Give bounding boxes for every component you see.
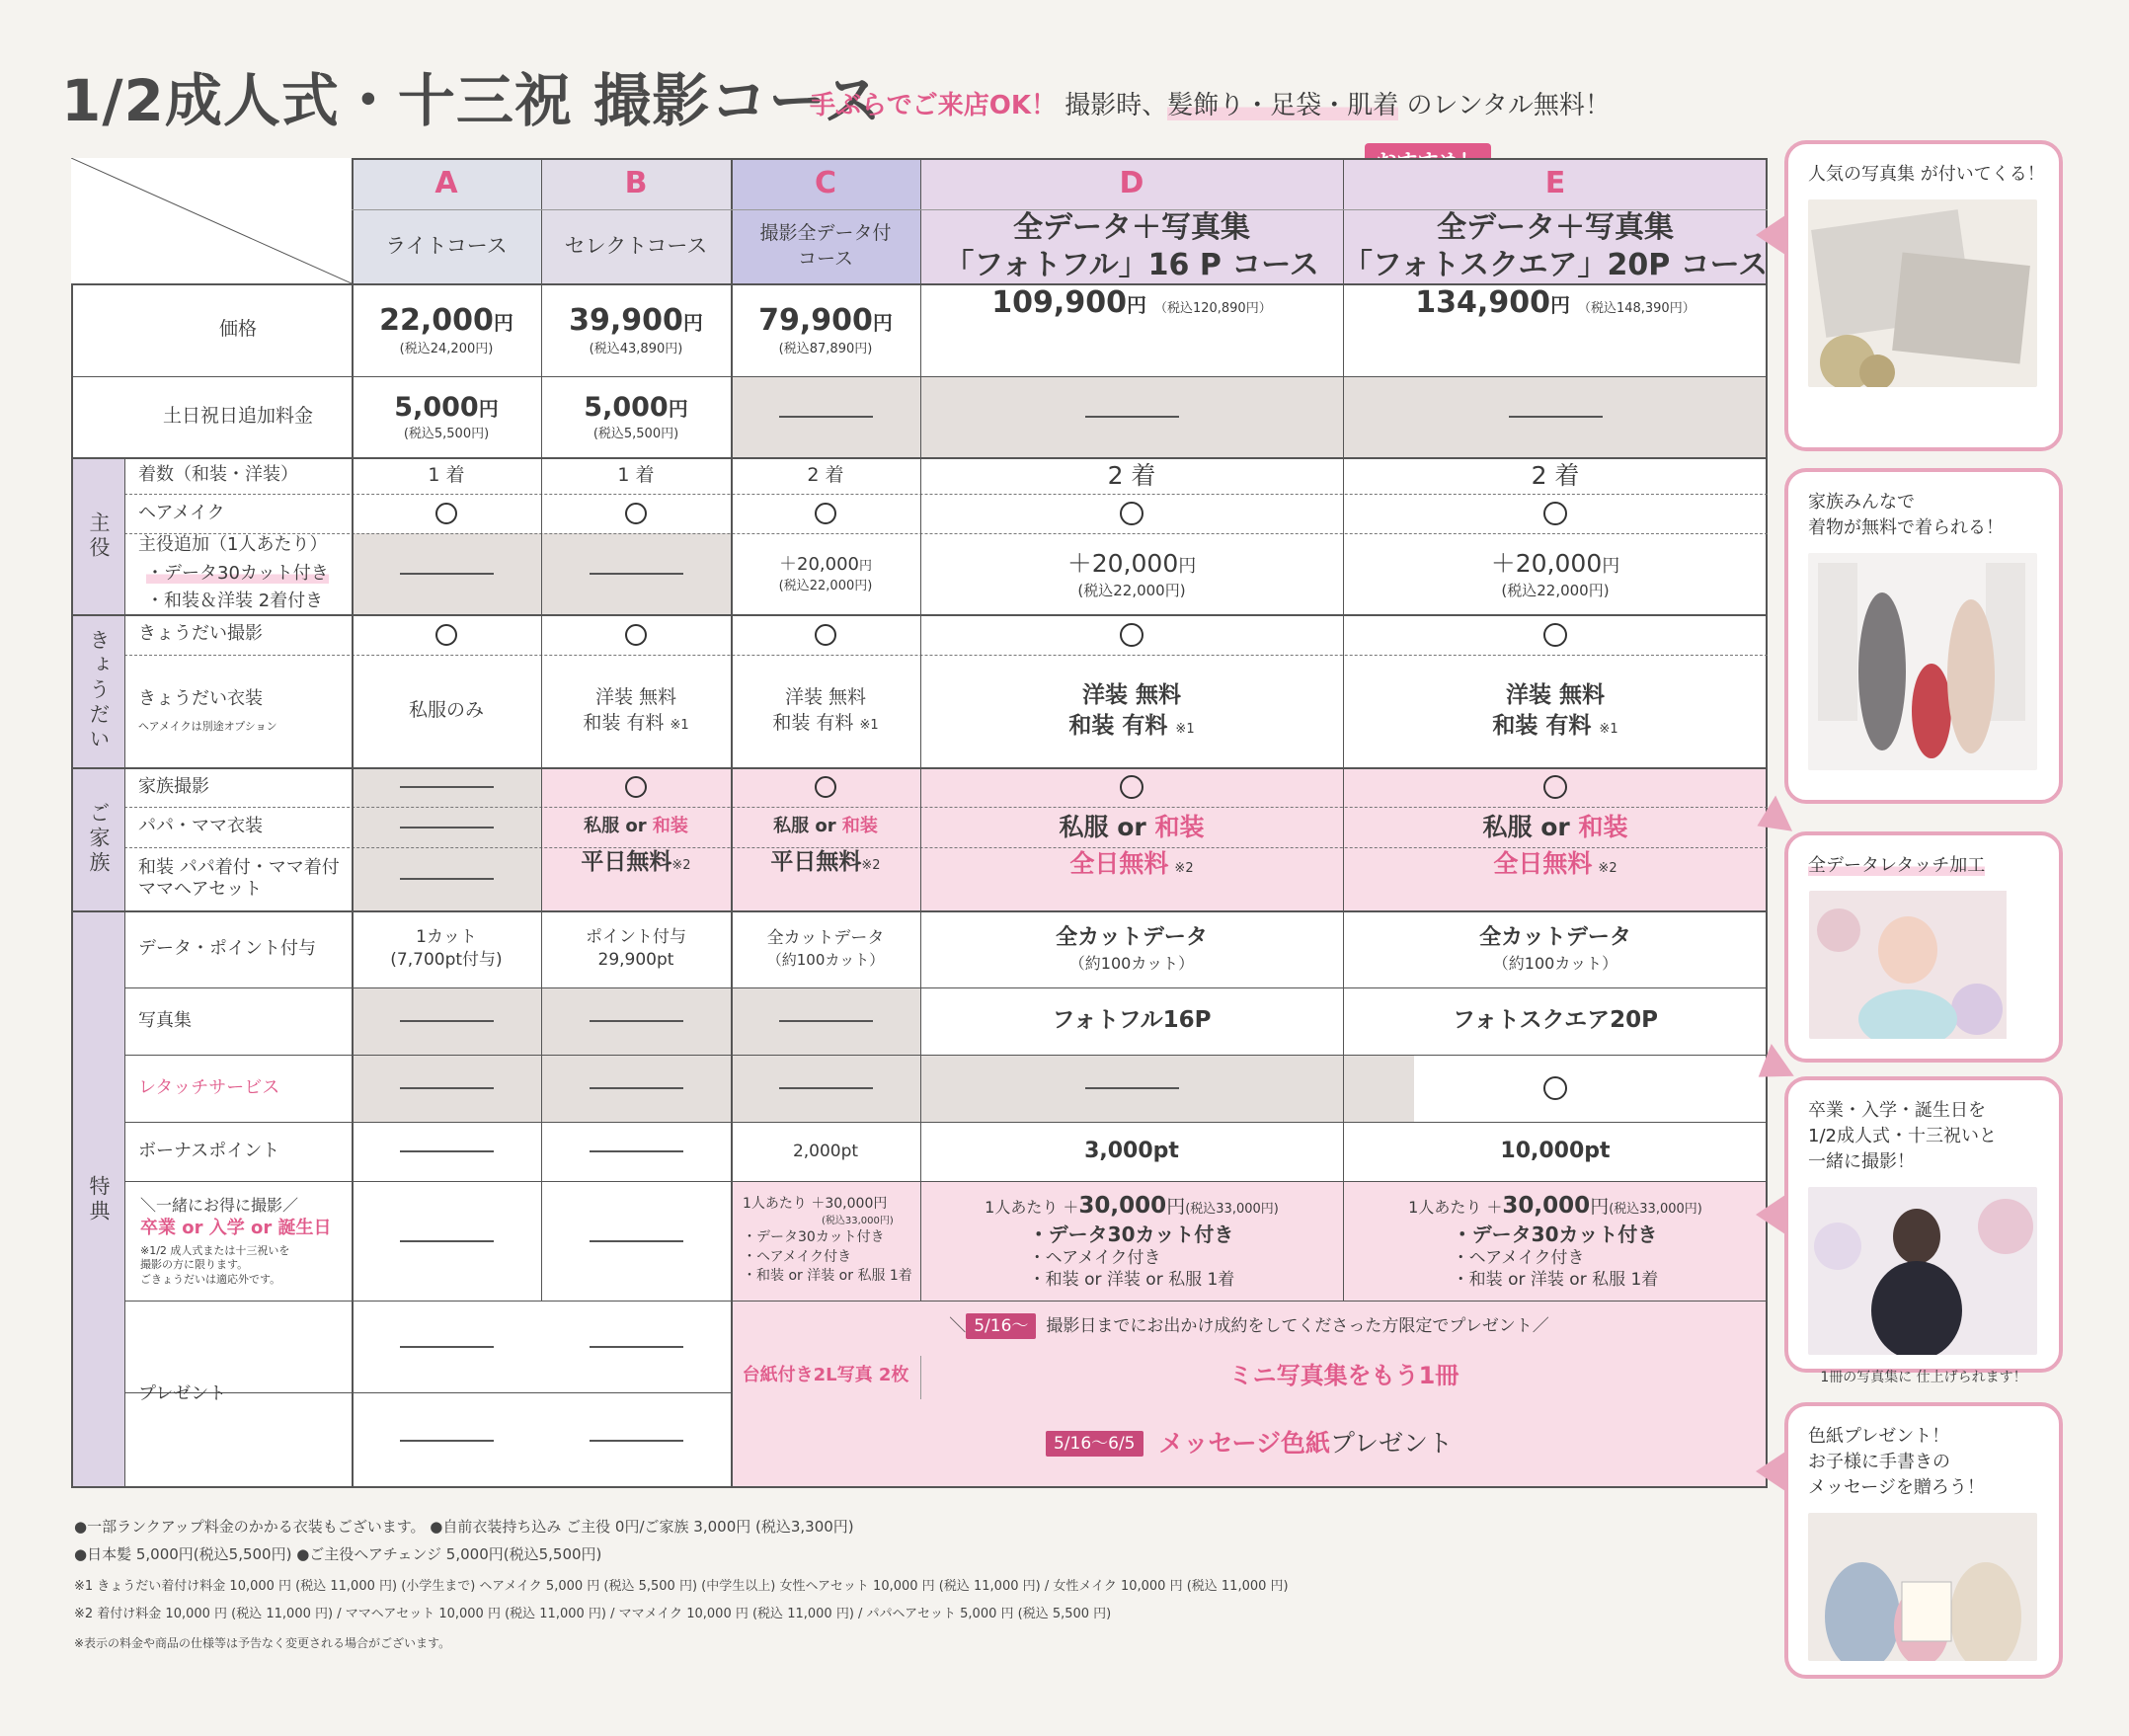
present-c-gift: 台紙付き2L写真 2枚 [742, 1364, 909, 1385]
weekend-a: 5,000円 (税込5,500円) [394, 392, 499, 442]
count-c: 2 着 [807, 463, 844, 486]
sib-cloth-c: 洋装 無料 和装 有料 ※1 [772, 686, 879, 734]
bubble-message-text: 色紙プレゼント！ お子様に手書きの メッセージを贈ろう！ [1808, 1426, 1985, 1499]
row-label-add: 主役追加（1人あたり） ・データ30カット付き ・和装＆洋装 2着付き [138, 533, 329, 612]
album-a [352, 987, 541, 1055]
row-label-fam-photo: 家族撮影 [138, 775, 209, 797]
weekend-c [731, 376, 920, 457]
add-d: ＋20,000円 (税込22,000円) [1066, 549, 1197, 599]
present-message: 5/16～6/5 メッセージ色紙 プレゼント [731, 1399, 1768, 1488]
present-header: ＼ 5/16～ 撮影日までにお出かけ成約をしてくださった方限定でプレゼント ／ [731, 1301, 1768, 1352]
fam-photo-a [352, 767, 541, 807]
count-a: 1 着 [428, 463, 465, 486]
price-c: 79,900円 (税込87,890円) [758, 302, 893, 357]
sib-photo-d [920, 614, 1343, 655]
fam-set-d: 全日無料 ※2 [1069, 849, 1194, 878]
bonus-e: 10,000pt [1500, 1139, 1611, 1164]
subtitle [810, 85, 1611, 121]
together-b [541, 1181, 731, 1301]
together-a [352, 1181, 541, 1301]
album-d: フォトフル16P [1052, 1007, 1212, 1034]
section-siblings: きょうだい [87, 629, 111, 752]
row-label-album: 写真集 [138, 1009, 192, 1031]
course-b-name: セレクトコース [564, 234, 708, 259]
row-label-hair: ヘアメイク [138, 502, 225, 523]
fam-photo-b [541, 767, 731, 807]
subtitle-pink: 手ぶらでご来店OK！ [810, 91, 1057, 120]
count-d: 2 着 [1107, 460, 1156, 490]
price-b: 39,900円 (税込43,890円) [569, 302, 703, 357]
note-5: ※表示の料金や商品の仕様等は予告なく変更される場合がございます。 [74, 1636, 451, 1650]
together-photo [1808, 1187, 2037, 1355]
course-e-name: 全データ＋写真集 「フォトスクエア」20P コース [1342, 210, 1769, 282]
fam-photo-c [731, 767, 920, 807]
weekend-e [1343, 376, 1768, 457]
fam-set-c: 平日無料 ※2 [770, 849, 881, 875]
retouch-a [352, 1055, 541, 1122]
section-family: ご家族 [87, 802, 111, 876]
hair-b [541, 494, 731, 533]
fam-set-b: 平日無料 ※2 [581, 849, 691, 875]
hair-d [920, 494, 1343, 533]
fam-set-a [352, 847, 541, 910]
count-b: 1 着 [617, 463, 655, 486]
bubble-family [1784, 468, 2063, 804]
sib-photo-a [352, 614, 541, 655]
together-d: 1人あたり ＋30,000円(税込33,000円) ・データ30カット付き ・ヘアメイク付き ・和装 or 洋装 or 私服 1着 [985, 1192, 1279, 1291]
bubble-message [1784, 1402, 2063, 1679]
retouch-d [920, 1055, 1343, 1122]
album-b [541, 987, 731, 1055]
course-c-letter: C [814, 165, 837, 200]
note-3: ※1 きょうだい着付け料金 10,000 円 (税込 11,000 円) (小学生まで) ヘアメイク 5,000 円 (税込 5,500 円) (中学生以上) 女性ヘアセット 10,000 円 (税込 11,000 円) / 女性メイク 10,000 円 (税込 11,000 円) [74, 1579, 1289, 1594]
subtitle-text: 撮影時、 [1064, 91, 1168, 120]
price-d: 109,900円 （税込120,890円） [991, 285, 1272, 320]
add-c: ＋20,000円 (税込22,000円) [778, 554, 873, 594]
row-label-fam-set: 和装 パパ着付・ママ着付 ママヘアセット [138, 857, 340, 900]
retouch-b [541, 1055, 731, 1122]
message-photo [1808, 1513, 2037, 1661]
present-b-2 [541, 1392, 731, 1488]
bubble-together-text: 卒業・入学・誕生日を 1/2成人式・十三祝いと 一緒に撮影！ [1808, 1100, 1997, 1173]
sib-photo-e [1343, 614, 1768, 655]
add-b [541, 533, 731, 614]
sib-cloth-a: 私服のみ [408, 699, 484, 722]
row-label-data: データ・ポイント付与 [138, 937, 316, 959]
fam-photo-d [920, 767, 1343, 807]
row-label-price: 価格 [218, 318, 257, 341]
add-a [352, 533, 541, 614]
album-c [731, 987, 920, 1055]
bonus-b [541, 1122, 731, 1181]
album-photo [1808, 199, 2037, 387]
bubble-message-tail [1756, 1452, 1785, 1491]
retouch-photo [1809, 891, 2038, 1039]
row-label-papa: パパ・ママ衣装 [138, 816, 263, 837]
page-title: 1/2成人式・十三祝 撮影コース [61, 67, 883, 134]
row-label-together: ＼一緒にお得に撮影／ 卒業 or 入学 or 誕生日 ※1/2 成人式または十三祝いを 撮影の方に限ります。 ごきょうだいは適応外です。 [140, 1196, 332, 1286]
subtitle-highlight: 髪飾り・足袋・肌着 [1167, 91, 1399, 120]
row-label-sib-photo: きょうだい撮影 [138, 623, 263, 645]
weekend-b: 5,000円 (税込5,500円) [584, 392, 688, 442]
hair-a [352, 494, 541, 533]
bonus-d: 3,000pt [1084, 1139, 1179, 1164]
row-label-bonus: ボーナスポイント [138, 1140, 280, 1161]
together-c: 1人あたり ＋30,000円 (税込33,000円) ・データ30カット付き ・ヘアメイク付き ・和装 or 洋装 or 私服 1着 [743, 1196, 912, 1285]
bubble-album-text: 人気の写真集 が付いてくる！ [1808, 164, 2045, 185]
course-a-letter: A [434, 165, 458, 200]
retouch-c [731, 1055, 920, 1122]
together-e: 1人あたり ＋30,000円(税込33,000円) ・データ30カット付き ・ヘアメイク付き ・和装 or 洋装 or 私服 1着 [1408, 1192, 1702, 1291]
course-e-letter: E [1544, 165, 1566, 200]
sib-cloth-e: 洋装 無料 和装 有料 ※1 [1492, 681, 1618, 739]
course-b-letter: B [624, 165, 648, 200]
bonus-a [352, 1122, 541, 1181]
sib-cloth-b: 洋装 無料 和装 有料 ※1 [583, 686, 689, 734]
hair-c [731, 494, 920, 533]
course-a-name: ライトコース [385, 234, 508, 259]
add-e: ＋20,000円 (税込22,000円) [1490, 549, 1620, 599]
bubble-retouch-text: 全データレタッチ加工 [1808, 855, 1986, 876]
hair-e [1343, 494, 1768, 533]
present-b-1 [541, 1301, 731, 1392]
row-label-retouch: レタッチサービス [138, 1076, 280, 1098]
fam-set-e: 全日無料 ※2 [1493, 849, 1617, 878]
bubble-together [1784, 1076, 2063, 1386]
row-label-count: 着数（和装・洋装） [138, 464, 298, 486]
fam-photo-e [1343, 767, 1768, 807]
papa-d: 私服 or 和装 [1059, 812, 1205, 841]
sib-photo-c [731, 614, 920, 655]
note-4: ※2 着付け料金 10,000 円 (税込 11,000 円) / ママヘアセット 10,000 円 (税込 11,000 円) / ママメイク 10,000 円 (税込 11,000 円) / パパヘアセット 5,000 円 (税込 5,500 円) [74, 1607, 1112, 1621]
section-main: 主役 [87, 511, 111, 561]
course-d-name: 全データ＋写真集 「フォトフル」16 P コース [944, 210, 1319, 282]
present-a-2 [352, 1392, 541, 1488]
data-c: 全カットデータ （約100カット） [766, 928, 885, 970]
papa-c: 私服 or 和装 [773, 816, 878, 837]
papa-a [352, 807, 541, 847]
bubble-album-tail [1756, 215, 1785, 255]
course-table [71, 158, 1768, 1488]
data-d: 全カットデータ （約100カット） [1056, 925, 1208, 974]
count-e: 2 着 [1531, 460, 1580, 490]
family-photo [1808, 553, 2037, 770]
bonus-c: 2,000pt [792, 1141, 859, 1161]
data-a: 1カット (7,700pt付与) [390, 927, 503, 970]
section-perks: 特典 [87, 1174, 111, 1224]
note-1: ●一部ランクアップ料金のかかる衣装もございます。 ●自前衣装持ち込み ご主役 0円/ご家族 3,000円 (税込3,300円) [74, 1518, 854, 1536]
bubble-together-tail [1756, 1195, 1785, 1234]
present-a-1 [352, 1301, 541, 1392]
bubble-retouch [1784, 831, 2063, 1063]
present-de-gift: ミニ写真集をもう1冊 [1228, 1361, 1459, 1389]
bubble-family-text: 家族みんなで 着物が無料で着られる！ [1808, 492, 2004, 539]
price-a: 22,000円 (税込24,200円) [379, 302, 513, 357]
course-d-letter: D [1119, 165, 1144, 200]
price-e: 134,900円 （税込148,390円） [1415, 285, 1695, 320]
papa-b: 私服 or 和装 [584, 816, 688, 837]
sib-cloth-d: 洋装 無料 和装 有料 ※1 [1068, 681, 1195, 739]
subtitle-text-b: のレンタル無料！ [1398, 91, 1611, 120]
note-2: ●日本髪 5,000円(税込5,500円) ●ご主役ヘアチェンジ 5,000円(税込5,500円) [74, 1545, 602, 1563]
sib-photo-b [541, 614, 731, 655]
bubble-together-foot: 1冊の写真集に 仕上げられます！ [1820, 1370, 2027, 1386]
course-c-name: 撮影全データ付 コース [759, 221, 892, 270]
data-b: ポイント付与 29,900pt [586, 927, 686, 970]
row-label-present: プレゼント [138, 1382, 227, 1404]
bubble-album [1784, 140, 2063, 451]
weekend-d [920, 376, 1343, 457]
row-label-weekend: 土日祝日追加料金 [162, 405, 313, 428]
album-e: フォトスクエア20P [1452, 1007, 1659, 1034]
row-label-sib-cloth: きょうだい衣装 ヘアメイクは別途オプション [138, 688, 277, 733]
papa-e: 私服 or 和装 [1482, 812, 1628, 841]
data-e: 全カットデータ （約100カット） [1479, 925, 1631, 974]
retouch-e [1343, 1055, 1768, 1122]
